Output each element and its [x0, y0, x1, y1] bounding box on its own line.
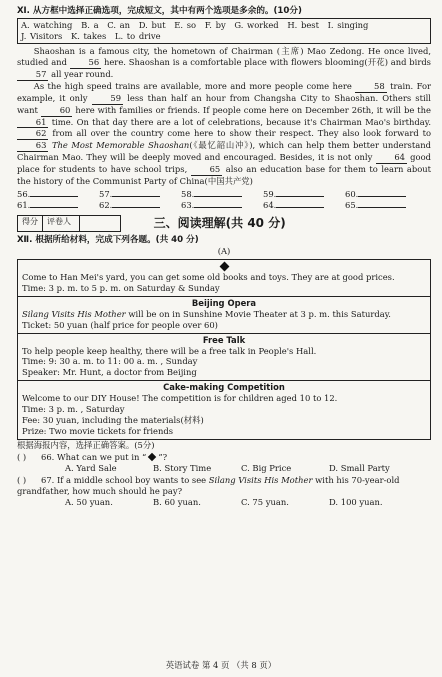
choice-67-c[interactable]: C. 75 yuan. — [241, 496, 289, 507]
opera-title: Beijing Opera — [191, 297, 257, 308]
answer-label-58: 58. — [181, 189, 195, 200]
answer-label-59: 59. — [263, 189, 277, 200]
opera-name: Silang Visits His Mother — [22, 308, 126, 319]
blank-65[interactable]: 65 — [191, 164, 222, 176]
page-footer: 英语试卷 第 4 页 （共 8 页） — [165, 660, 277, 670]
poster-block-cake — [18, 381, 430, 439]
option-e: E. so — [174, 20, 197, 31]
answer-paren-66[interactable]: ( ) — [17, 451, 27, 462]
answer-label-62: 62. — [99, 200, 113, 210]
cake-line-1: Welcome to our DIY House! The competition is for children aged 10 to 12. — [22, 393, 338, 404]
opera-line-2: Ticket: 50 yuan (half price for people over 60) — [22, 319, 218, 330]
choice-66-b[interactable]: B. Story Time — [153, 462, 212, 473]
answer-line-61[interactable] — [30, 207, 78, 208]
option-h: H. best — [287, 20, 319, 31]
talk-line-2: Time: 9: 30 a. m. to 11: 00 a. m. , Sunday — [22, 356, 198, 367]
blank-61[interactable]: 61 — [17, 117, 48, 129]
option-d: D. but — [138, 20, 166, 31]
answer-line-59[interactable] — [276, 196, 324, 197]
answer-line-57[interactable] — [112, 196, 160, 197]
answer-line-63[interactable] — [194, 207, 242, 208]
answer-label-60: 60. — [345, 189, 359, 200]
grader-label: 评卷人 — [43, 216, 80, 231]
yard-line-1: Come to Han Mei's yard, you can get some old books and toys. They are at good prices. — [22, 272, 395, 283]
talk-line-3: Speaker: Mr. Hunt, a doctor from Beijing — [22, 367, 197, 378]
blank-60[interactable]: 60 — [41, 105, 72, 117]
option-b: B. a — [81, 20, 99, 31]
option-i: I. singing — [327, 20, 369, 31]
poster-block-talk — [18, 334, 430, 382]
answer-line-58[interactable] — [194, 196, 242, 197]
choice-67-d[interactable]: D. 100 yuan. — [329, 496, 383, 507]
talk-line-1: To help people keep healthy, there will be a free talk in People's Hall. — [22, 345, 317, 356]
score-label: 得分 — [18, 216, 43, 231]
questions-intro: 根据海报内容，选择正确答案。(5分) — [17, 439, 155, 450]
exam-page — [17, 6, 431, 507]
blank-63[interactable]: 63 — [17, 140, 48, 152]
part-3-title: 三、阅读理解(共 40 分) — [153, 215, 286, 230]
option-f: F. by — [204, 20, 226, 31]
choice-66-a[interactable]: A. Yard Sale — [65, 462, 117, 473]
answer-label-64: 64. — [263, 200, 277, 210]
passage-label: (A) — [217, 246, 231, 257]
paragraph-2: As the high speed trains are available, more and more people come here 58 train. For example, it only 59 less than half an hour from Changsha City to Shaoshan. Others still want 60 here with families or friends. If people come here on December 26th, it will be the 61 time. On that day there are a lot of celebrations, because it's Chairman Mao's birthday. 62 from all over the country come here to show their respect. They also look forward to 63 The Most Memorable Shaoshan(《最忆韶山冲》), which can help them better understand Chairman Mao. They will be deeply moved and encouraged. Besides, it is not only 64 good place for students to have school trips, 65 also an education base for them to learn about the history of the Communist Party of China(中国共产党) — [17, 80, 432, 187]
choice-67-a[interactable]: A. 50 yuan. — [65, 496, 113, 507]
option-c: C. an — [107, 20, 131, 31]
answer-label-56: 56. — [17, 189, 31, 200]
answer-line-65[interactable] — [358, 207, 406, 208]
blank-59[interactable]: 59 — [92, 93, 123, 105]
cake-line-4: Prize: Two movie tickets for friends — [22, 426, 174, 436]
question-66: ( ) 66. What can we put in “ ”? A. Yard Sale B. Story Time C. Big Price D. Small Party — [17, 452, 431, 474]
poster-block-yard — [18, 260, 430, 297]
answer-label-65: 65. — [345, 200, 359, 210]
talk-title: Free Talk — [202, 334, 246, 345]
blank-58[interactable]: 58 — [355, 81, 386, 93]
paragraph-1: Shaoshan is a famous city, the hometown of Chairman (主席) Mao Zedong. He once lived, studied and 56 here. Shaoshan is a comfortable place with flowers blooming(开花) and birds 57 all year round. — [17, 46, 431, 79]
score-entry-cell[interactable] — [80, 216, 120, 231]
answer-line-56[interactable] — [30, 196, 78, 197]
answer-paren-67[interactable]: ( ) — [17, 474, 27, 485]
opera-line-1: will be on in Sunshine Movie Theater at 3 p. m. this Saturday. — [125, 308, 391, 319]
diamond-icon — [148, 453, 156, 461]
answer-label-63: 63. — [181, 200, 195, 210]
option-k: K. takes — [70, 31, 107, 42]
answer-line-60[interactable] — [358, 196, 406, 197]
option-a: A. watching — [21, 20, 73, 31]
options-box — [17, 18, 431, 44]
question-67: ( ) 67. If a middle school boy wants to see Silang Visits His Mother with his 70-year-old grandfather, how much should he pay? A. 50 yuan. B. 60 yuan. C. 75 yuan. D. 100 yuan. — [17, 475, 431, 508]
blank-62[interactable]: 62 — [17, 128, 48, 140]
choice-66-d[interactable]: D. Small Party — [329, 462, 390, 473]
blank-56[interactable]: 56 — [70, 57, 101, 69]
cake-line-3: Fee: 30 yuan, including the materials(材料) — [22, 415, 204, 426]
answer-line-62[interactable] — [112, 207, 160, 208]
option-g: G. worked — [234, 20, 279, 31]
choice-67-b[interactable]: B. 60 yuan. — [153, 496, 201, 507]
option-j: J. Visitors — [21, 31, 63, 42]
yard-line-2: Time: 3 p. m. to 5 p. m. on Saturday & Sunday — [22, 282, 220, 293]
section-xi-title: Ⅺ. 从方框中选择正确选项，完成短文，其中有两个选项是多余的。(10分) — [17, 6, 302, 16]
cake-title: Cake-making Competition — [163, 382, 285, 393]
answer-lines — [17, 189, 431, 211]
answer-label-61: 61. — [17, 200, 31, 210]
poster — [17, 259, 431, 440]
cake-line-2: Time: 3 p. m. , Saturday — [22, 404, 125, 415]
blank-64[interactable]: 64 — [376, 152, 407, 164]
book-title: The Most Memorable Shaoshan — [51, 140, 190, 151]
choice-66-c[interactable]: C. Big Price — [241, 462, 292, 473]
section-xii-title: Ⅻ. 根据所给材料，完成下列各题。(共 40 分) — [17, 234, 199, 245]
score-box — [17, 215, 121, 232]
diamond-icon — [219, 262, 229, 272]
poster-block-opera — [18, 297, 430, 334]
answer-line-64[interactable] — [276, 207, 324, 208]
blank-57[interactable]: 57 — [17, 69, 48, 81]
option-l: L. to drive — [114, 31, 161, 42]
answer-label-57: 57. — [99, 189, 113, 200]
